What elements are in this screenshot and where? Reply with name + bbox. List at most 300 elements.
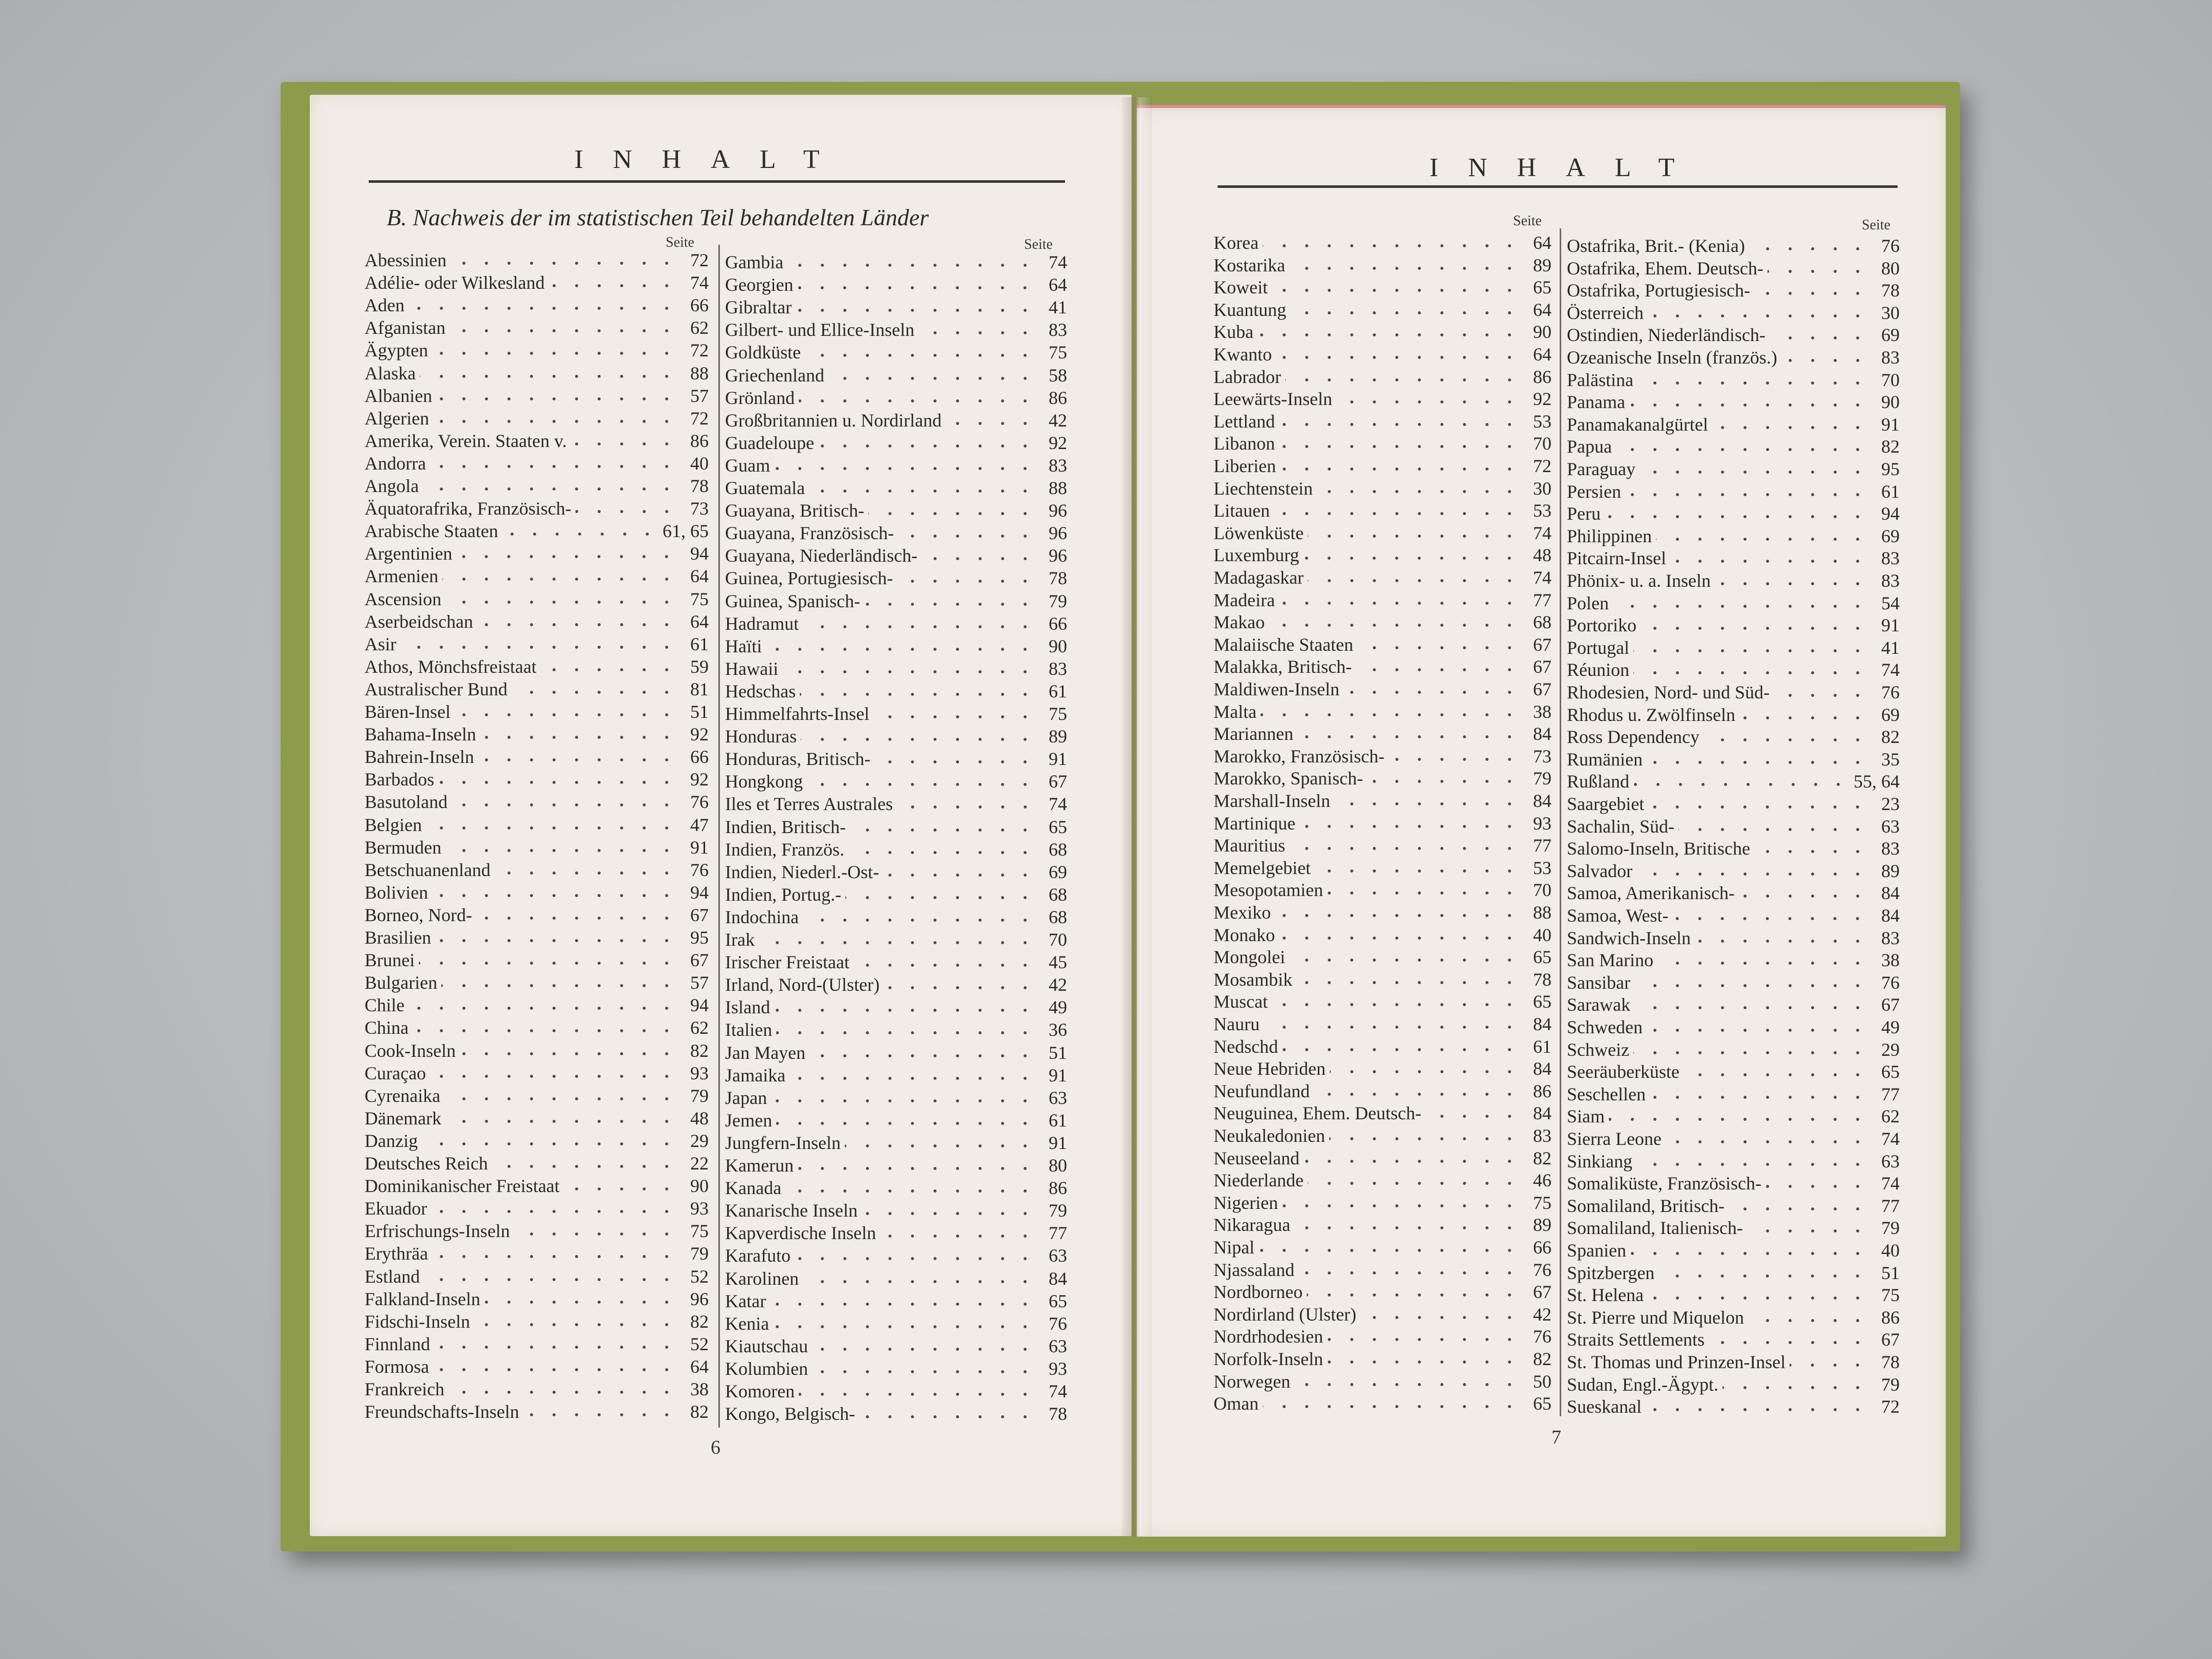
country-name: Somaliküste, Französisch- <box>1567 1173 1761 1194</box>
country-name: Ross Dependency <box>1567 727 1699 748</box>
country-name: Katar <box>725 1290 766 1311</box>
dot-leader <box>1298 735 1521 739</box>
country-name: Nauru <box>1214 1014 1260 1034</box>
country-name: Neufundland <box>1214 1080 1310 1101</box>
country-name: Aserbeidschan <box>365 611 473 632</box>
index-entry <box>365 1175 709 1197</box>
page-reference: 61 <box>1049 680 1067 701</box>
index-entry <box>1567 569 1900 592</box>
index-entry <box>1567 1328 1900 1351</box>
page-reference: 91 <box>1049 749 1067 770</box>
country-name: Goldküste <box>725 342 801 363</box>
dot-leader <box>449 1390 678 1394</box>
index-entry <box>725 703 1067 725</box>
dot-leader <box>1670 559 1869 563</box>
index-entry <box>725 1041 1067 1064</box>
dot-leader <box>1269 623 1521 627</box>
dot-leader <box>445 600 678 604</box>
dot-leader <box>433 419 678 423</box>
index-entry <box>725 1109 1067 1132</box>
index-entry <box>1214 343 1551 366</box>
page-reference: 49 <box>1049 997 1067 1018</box>
page-reference: 61 <box>690 633 709 654</box>
index-entry <box>1214 857 1551 879</box>
index-entry <box>725 1335 1067 1357</box>
page-reference: 86 <box>1049 387 1067 408</box>
page-reference: 84 <box>1533 791 1551 811</box>
country-name: Palästina <box>1567 369 1633 390</box>
country-name: Indien, Portug.- <box>725 884 841 905</box>
index-entry <box>1214 566 1551 589</box>
dot-leader <box>1330 1070 1521 1074</box>
page-reference: 89 <box>1533 1215 1551 1236</box>
page-reference: 72 <box>1533 456 1551 476</box>
country-name: Kanada <box>725 1178 781 1199</box>
page-reference: 76 <box>1533 1259 1551 1280</box>
dot-leader <box>451 261 678 265</box>
right-column-1 <box>1214 231 1551 1424</box>
dot-leader <box>809 489 1036 493</box>
index-entry <box>1214 477 1551 500</box>
index-entry <box>725 657 1067 680</box>
index-entry <box>365 249 709 271</box>
dot-leader <box>1616 448 1869 452</box>
index-entry <box>1214 432 1551 455</box>
dot-leader <box>1633 1051 1869 1055</box>
page-reference: 65 <box>1049 1290 1067 1311</box>
dot-leader <box>1389 757 1521 761</box>
page-reference: 80 <box>1881 258 1900 279</box>
index-entry <box>365 1310 709 1333</box>
page-reference: 82 <box>1881 727 1900 748</box>
page-reference: 42 <box>1049 974 1067 995</box>
dot-leader <box>828 376 1036 380</box>
index-entry <box>1214 611 1551 633</box>
country-name: Barbados <box>365 769 434 790</box>
index-entry <box>725 454 1067 477</box>
country-name: Guinea, Spanisch- <box>725 590 860 611</box>
page-reference: 29 <box>690 1130 709 1151</box>
country-name: Armenien <box>365 566 438 587</box>
index-entry <box>1214 1124 1551 1147</box>
dot-leader <box>1646 1408 1869 1412</box>
index-entry <box>1214 1325 1551 1348</box>
dot-leader <box>436 397 678 401</box>
country-name: Jamaika <box>725 1065 785 1086</box>
index-entry <box>1214 1303 1551 1326</box>
dot-leader <box>477 623 678 627</box>
country-name: Nordrhodesien <box>1214 1326 1323 1347</box>
page-reference: 58 <box>1049 365 1067 386</box>
page-reference: 48 <box>690 1108 709 1129</box>
dot-leader <box>1633 649 1869 653</box>
dot-leader <box>492 1164 678 1168</box>
index-entry <box>725 296 1067 318</box>
page-reference: 67 <box>1533 679 1551 699</box>
index-entry <box>1214 276 1551 299</box>
dot-leader <box>875 760 1036 764</box>
page-reference: 82 <box>1881 436 1900 457</box>
index-entry <box>725 1064 1067 1087</box>
country-name: Neue Hebriden <box>1214 1058 1326 1079</box>
page-reference: 92 <box>1049 432 1067 453</box>
page-reference: 65 <box>1533 277 1551 298</box>
country-name: Kenia <box>725 1313 769 1334</box>
country-name: Erythräa <box>365 1243 428 1264</box>
country-name: Lettland <box>1214 411 1275 432</box>
index-entry <box>1214 745 1551 768</box>
dot-leader <box>1647 1028 1869 1032</box>
index-entry <box>365 452 709 475</box>
dot-leader <box>859 1415 1036 1419</box>
dot-leader <box>850 828 1036 832</box>
page-reference: 94 <box>690 995 709 1016</box>
page-reference: 96 <box>1049 500 1067 521</box>
page-reference: 91 <box>1881 414 1900 435</box>
country-name: Jan Mayen <box>725 1042 805 1063</box>
index-entry <box>725 318 1067 341</box>
page-reference: 35 <box>1881 749 1900 770</box>
country-name: Madagaskar <box>1214 567 1304 588</box>
index-entry <box>1214 1169 1551 1192</box>
index-entry <box>1214 254 1551 276</box>
page-reference: 76 <box>1049 1313 1067 1334</box>
page-reference: 63 <box>1881 816 1900 837</box>
dot-leader <box>1357 646 1521 650</box>
index-entry <box>1214 1013 1551 1035</box>
index-entry <box>1214 700 1551 723</box>
country-name: Ägypten <box>365 340 428 361</box>
page-reference: 69 <box>1881 704 1900 725</box>
page-reference: 63 <box>1881 1151 1900 1172</box>
page-reference: 92 <box>690 724 709 745</box>
page-reference: 94 <box>1881 503 1900 524</box>
country-name: Adélie- oder Wilkesland <box>365 272 545 293</box>
dot-leader <box>431 1209 678 1214</box>
page-reference: 77 <box>1533 835 1551 856</box>
index-entry <box>1214 834 1551 857</box>
dot-leader <box>1656 537 1869 541</box>
dot-leader <box>450 329 678 333</box>
country-name: Hedschas <box>725 680 796 701</box>
index-entry <box>725 364 1067 387</box>
index-entry <box>1567 681 1900 704</box>
dot-leader <box>1315 869 1521 873</box>
page-reference: 88 <box>690 363 709 384</box>
dot-leader <box>1360 1315 1521 1320</box>
index-entry <box>1214 968 1551 991</box>
dot-leader <box>919 331 1036 335</box>
dot-leader <box>776 1121 1036 1125</box>
index-entry <box>725 432 1067 454</box>
index-entry <box>725 477 1067 499</box>
page-reference: 67 <box>690 950 709 971</box>
index-entry <box>725 1380 1067 1402</box>
dot-leader <box>1426 1114 1521 1118</box>
country-name: Marshall-Inseln <box>1214 791 1330 811</box>
page-reference: 91 <box>1049 1132 1067 1153</box>
page-reference: 80 <box>1049 1155 1067 1176</box>
index-entry <box>1214 1214 1551 1236</box>
country-name: Kostarika <box>1214 254 1285 275</box>
dot-leader <box>1300 824 1521 828</box>
country-name: Bulgarien <box>365 972 437 993</box>
page-reference: 57 <box>690 385 709 406</box>
dot-leader <box>1648 805 1869 809</box>
index-entry <box>1567 993 1900 1016</box>
country-name: Algerien <box>365 408 429 429</box>
index-entry <box>1214 231 1551 254</box>
page-reference: 96 <box>1049 545 1067 566</box>
dot-leader <box>1282 1048 1521 1052</box>
index-entry <box>365 791 709 813</box>
index-entry <box>365 430 709 452</box>
dot-leader <box>862 1211 1036 1216</box>
page-reference: 86 <box>1533 1080 1551 1101</box>
country-name: China <box>365 1017 409 1038</box>
page-reference: 61 <box>1049 1110 1067 1131</box>
index-entry <box>1567 1060 1900 1083</box>
dot-leader <box>423 487 678 491</box>
page-reference: 74 <box>1881 660 1900 680</box>
dot-leader <box>796 308 1036 312</box>
country-name: Dänemark <box>365 1108 441 1129</box>
page-reference: 67 <box>1533 1282 1551 1303</box>
index-entry <box>1567 658 1900 681</box>
country-name: Brasilien <box>365 927 431 948</box>
country-name: Njassaland <box>1214 1259 1294 1280</box>
country-name: Andorra <box>365 453 426 474</box>
dot-leader <box>514 1232 678 1236</box>
page-reference: 83 <box>1881 347 1900 368</box>
index-entry <box>365 1288 709 1310</box>
dot-leader <box>788 263 1036 267</box>
dot-leader <box>1327 1360 1521 1364</box>
page-reference: 93 <box>1049 1358 1067 1379</box>
country-name: Maldiwen-Inseln <box>1214 679 1339 699</box>
page-reference: 96 <box>690 1288 709 1309</box>
page-reference: 83 <box>1881 548 1900 569</box>
page-reference: 42 <box>1533 1304 1551 1325</box>
country-name: Makao <box>1214 612 1265 633</box>
index-entry <box>365 881 709 904</box>
dot-leader <box>1294 1226 1521 1230</box>
page-reference: 62 <box>690 317 709 338</box>
dot-leader <box>432 1254 678 1259</box>
country-name: Indien, Niederl.-Ost- <box>725 861 879 882</box>
index-entry <box>1567 302 1900 324</box>
page-reference: 67 <box>1881 994 1900 1015</box>
dot-leader <box>774 466 1036 471</box>
page-reference: 82 <box>690 1401 709 1422</box>
index-entry <box>725 996 1067 1018</box>
country-name: Guadeloupe <box>725 432 814 453</box>
index-entry <box>1214 655 1551 678</box>
page-reference: 65 <box>1049 816 1067 837</box>
country-name: Guinea, Portugiesisch- <box>725 568 893 589</box>
index-entry <box>365 1197 709 1220</box>
country-name: Äquatorafrika, Französisch- <box>365 498 571 519</box>
country-name: Kuba <box>1214 322 1253 343</box>
country-name: Angola <box>365 476 419 496</box>
left-column-2 <box>725 251 1067 1429</box>
page-reference: 64 <box>690 611 709 632</box>
dot-leader <box>803 918 1036 922</box>
dot-leader <box>810 1054 1036 1058</box>
page-reference: 72 <box>690 340 709 361</box>
page-reference: 70 <box>1049 929 1067 950</box>
country-name: Finnland <box>365 1333 431 1354</box>
country-name: Formosa <box>365 1356 429 1377</box>
page-reference: 45 <box>1049 952 1067 973</box>
country-name: Somaliland, Italienisch- <box>1567 1218 1743 1239</box>
index-entry <box>365 407 709 430</box>
page-reference: 83 <box>1881 927 1900 948</box>
index-entry <box>725 567 1067 589</box>
country-name: Kwanto <box>1214 344 1272 365</box>
country-name: Irak <box>725 929 755 950</box>
dot-leader <box>1294 1382 1521 1387</box>
page-reference: 96 <box>1049 523 1067 544</box>
page-reference: 51 <box>1881 1262 1900 1283</box>
index-entry <box>725 973 1067 996</box>
country-name: Rußland <box>1567 771 1629 792</box>
dot-leader <box>541 668 678 672</box>
dot-leader <box>460 1052 678 1056</box>
page-reference: 76 <box>690 792 709 813</box>
country-name: Estland <box>365 1266 420 1287</box>
dot-leader <box>803 1280 1036 1284</box>
dot-leader <box>1258 333 1521 337</box>
country-name: Oman <box>1214 1393 1259 1414</box>
dot-leader <box>812 1347 1036 1351</box>
index-entry <box>365 362 709 385</box>
country-name: Belgien <box>365 814 422 835</box>
page-reference: 82 <box>690 1040 709 1061</box>
dot-leader <box>430 1074 678 1078</box>
country-name: Afganistan <box>365 317 445 338</box>
page-reference: 40 <box>1533 924 1551 945</box>
page-reference: 65 <box>1533 1393 1551 1414</box>
dot-leader <box>1272 1003 1521 1007</box>
country-name: Labrador <box>1214 366 1281 387</box>
dot-leader <box>1739 894 1869 898</box>
country-name: Bahama-Inseln <box>365 724 476 745</box>
dot-leader <box>1641 626 1869 630</box>
page-reference: 88 <box>1049 478 1067 498</box>
index-entry <box>365 565 709 587</box>
country-name: Panamakanalgürtel <box>1567 414 1708 435</box>
dot-leader <box>1633 782 1849 786</box>
page-reference: 89 <box>1881 860 1900 881</box>
page-reference: 41 <box>1881 637 1900 658</box>
dot-leader <box>848 850 1036 855</box>
country-name: Neuseeland <box>1214 1147 1300 1168</box>
country-name: Martinique <box>1214 813 1295 834</box>
index-entry <box>365 1016 709 1039</box>
index-entry <box>1214 1102 1551 1124</box>
page-reference: 78 <box>1881 1352 1900 1372</box>
dot-leader <box>432 894 678 898</box>
page-reference: 95 <box>1881 459 1900 479</box>
index-entry <box>1214 633 1551 656</box>
country-name: Bolivien <box>365 882 428 903</box>
dot-leader <box>523 1413 678 1417</box>
country-name: Kamerun <box>725 1155 794 1176</box>
section-subtitle: B. Nachweis der im statistischen Teil behandelten Länder <box>387 204 929 230</box>
page-reference: 68 <box>1533 612 1551 633</box>
index-entry <box>365 700 709 723</box>
dot-leader <box>874 715 1036 719</box>
dot-leader <box>456 555 678 559</box>
page-reference: 68 <box>1049 906 1067 927</box>
dot-leader <box>434 1345 678 1349</box>
index-entry <box>1214 1259 1551 1281</box>
page-reference: 82 <box>1533 1349 1551 1369</box>
page-reference: 23 <box>1881 794 1900 814</box>
index-entry <box>1567 1284 1900 1306</box>
country-name: Monako <box>1214 924 1275 945</box>
page-reference: 90 <box>1881 392 1900 413</box>
page-reference: 74 <box>1049 794 1067 815</box>
dot-leader <box>1282 1204 1521 1208</box>
index-entry <box>365 723 709 746</box>
page-reference: 77 <box>1881 1195 1900 1216</box>
index-entry <box>1567 1395 1900 1418</box>
index-entry <box>365 294 709 316</box>
page-reference: 64 <box>1049 274 1067 295</box>
dot-leader <box>1648 314 1869 318</box>
country-name: Norwegen <box>1214 1371 1290 1392</box>
country-name: Danzig <box>365 1130 418 1151</box>
page-reference: 79 <box>1881 1374 1900 1395</box>
index-entry <box>365 836 709 859</box>
page-reference: 55, 64 <box>1854 771 1900 792</box>
index-entry <box>725 1087 1067 1109</box>
country-name: Kiautschau <box>725 1335 808 1356</box>
page-reference: 76 <box>1881 236 1900 256</box>
index-entry <box>1567 815 1900 838</box>
dot-leader <box>1609 1117 1869 1121</box>
index-entry <box>365 1242 709 1265</box>
page-reference: 40 <box>690 453 709 474</box>
dot-leader <box>897 579 1036 583</box>
left-col1-seite-label: Seite <box>666 235 694 250</box>
country-name: Bermuden <box>365 837 441 858</box>
left-col2-seite-label: Seite <box>1024 237 1053 252</box>
dot-leader <box>564 1187 678 1191</box>
index-entry <box>725 1290 1067 1312</box>
page-reference: 50 <box>1533 1371 1551 1392</box>
page-reference: 65 <box>1881 1061 1900 1082</box>
page-reference: 74 <box>1533 567 1551 588</box>
right-page-header: INHALT <box>1429 153 1705 182</box>
dot-leader <box>1634 1006 1869 1010</box>
page-reference: 46 <box>1533 1170 1551 1191</box>
index-entry <box>365 994 709 1016</box>
page-reference: 84 <box>1881 905 1900 926</box>
country-name: Ekuador <box>365 1198 427 1219</box>
page-reference: 89 <box>1533 254 1551 275</box>
index-entry <box>1214 1236 1551 1259</box>
index-entry <box>725 816 1067 838</box>
country-name: Marokko, Spanisch- <box>1214 768 1363 789</box>
dot-leader <box>438 780 678 784</box>
country-name: Ostafrika, Brit.- (Kenia) <box>1567 236 1745 256</box>
page-reference: 64 <box>1533 232 1551 253</box>
country-name: Sachalin, Süd- <box>1567 816 1674 837</box>
dot-leader <box>883 873 1036 877</box>
